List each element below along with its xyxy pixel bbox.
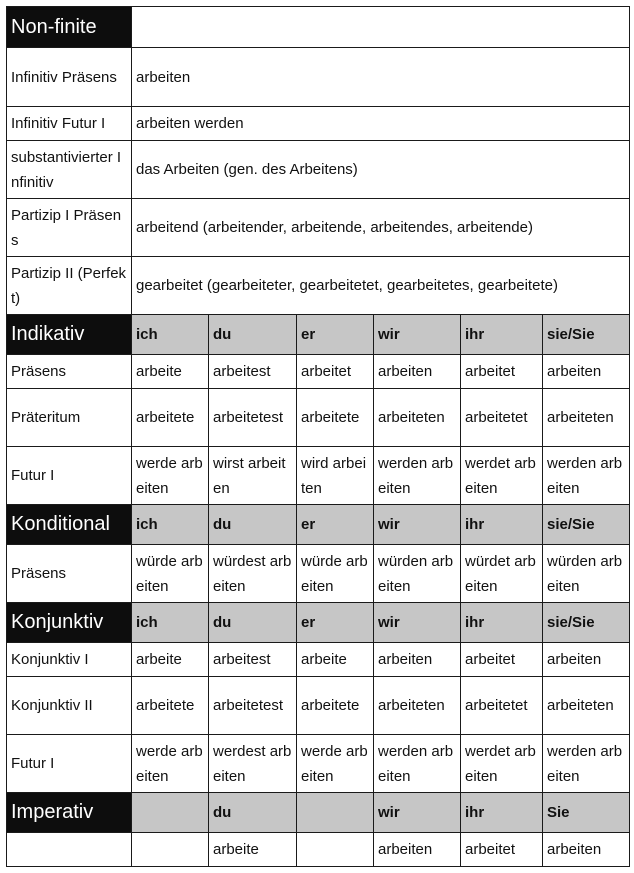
column-header: du	[209, 505, 297, 545]
table-cell: arbeite	[297, 643, 374, 677]
column-header: er	[297, 315, 374, 355]
section-title-indikativ: Indikativ	[7, 315, 132, 355]
table-row	[7, 107, 630, 141]
table-cell: werde arbeiten	[297, 735, 374, 793]
column-header: sie/Sie	[543, 505, 630, 545]
table-cell: werden arbeiten	[374, 735, 461, 793]
row-label-blank	[7, 833, 132, 867]
row-label: Präsens	[7, 545, 132, 603]
table-cell: arbeitetet	[461, 677, 543, 735]
table-cell: würde arbeiten	[297, 545, 374, 603]
table-cell: arbeite	[132, 355, 209, 389]
column-header: ich	[132, 505, 209, 545]
column-header-blank	[132, 793, 209, 833]
table-row	[7, 48, 630, 107]
row-label: Futur I	[7, 447, 132, 505]
column-header: er	[297, 505, 374, 545]
table-cell: würde arbeiten	[132, 545, 209, 603]
table-cell-blank	[297, 833, 374, 867]
table-cell: arbeiten	[543, 833, 630, 867]
row-label: Infinitiv Präsens	[7, 48, 132, 107]
row-label: Infinitiv Futur I	[7, 107, 132, 141]
table-cell: arbeitest	[209, 643, 297, 677]
row-value: das Arbeiten (gen. des Arbeitens)	[132, 141, 630, 199]
table-cell: arbeitet	[297, 355, 374, 389]
row-label: Konjunktiv I	[7, 643, 132, 677]
column-header: ihr	[461, 505, 543, 545]
table-cell: arbeitet	[461, 643, 543, 677]
table-cell: arbeiten	[374, 355, 461, 389]
column-header: wir	[374, 793, 461, 833]
table-cell: werden arbeiten	[374, 447, 461, 505]
table-cell: arbeiteten	[374, 677, 461, 735]
column-header: du	[209, 793, 297, 833]
table-row	[7, 389, 630, 447]
table-cell: würden arbeiten	[374, 545, 461, 603]
table-cell: würden arbeiten	[543, 545, 630, 603]
column-header: Sie	[543, 793, 630, 833]
column-header: wir	[374, 505, 461, 545]
table-cell: würdest arbeiten	[209, 545, 297, 603]
table-row	[7, 677, 630, 735]
column-header: ihr	[461, 603, 543, 643]
table-cell: arbeiten	[374, 643, 461, 677]
table-cell: arbeitete	[132, 389, 209, 447]
table-row	[7, 447, 630, 505]
table-cell: werdest arbeiten	[209, 735, 297, 793]
table-cell: arbeitete	[297, 389, 374, 447]
column-header: wir	[374, 603, 461, 643]
table-cell: arbeitete	[132, 677, 209, 735]
table-row	[7, 257, 630, 315]
column-header: ich	[132, 603, 209, 643]
row-value: arbeiten	[132, 48, 630, 107]
table-cell: arbeiteten	[374, 389, 461, 447]
row-label: Präsens	[7, 355, 132, 389]
column-header-blank	[297, 793, 374, 833]
table-cell: arbeiteten	[543, 389, 630, 447]
conjugation-table	[6, 6, 630, 867]
table-row	[7, 545, 630, 603]
table-cell: arbeitetet	[461, 389, 543, 447]
konjunktiv-header-row	[7, 603, 630, 643]
row-label: Partizip II (Perfekt)	[7, 257, 132, 315]
table-cell: werde arbeiten	[132, 735, 209, 793]
table-cell: arbeitest	[209, 355, 297, 389]
row-label: Partizip I Präsens	[7, 199, 132, 257]
imperativ-header-row	[7, 793, 630, 833]
table-cell: arbeite	[209, 833, 297, 867]
row-label: substantivierter Infinitiv	[7, 141, 132, 199]
section-title-konditional: Konditional	[7, 505, 132, 545]
section-title-nonfinite: Non-finite	[7, 7, 132, 48]
table-cell: wird arbeiten	[297, 447, 374, 505]
row-label: Präteritum	[7, 389, 132, 447]
table-cell: arbeitet	[461, 833, 543, 867]
column-header: ich	[132, 315, 209, 355]
table-cell: arbeiteten	[543, 677, 630, 735]
table-row	[7, 735, 630, 793]
column-header: sie/Sie	[543, 315, 630, 355]
table-cell: arbeite	[132, 643, 209, 677]
table-cell: arbeiten	[374, 833, 461, 867]
table-cell: wirst arbeiten	[209, 447, 297, 505]
table-row	[7, 141, 630, 199]
table-cell-blank	[132, 833, 209, 867]
row-label: Konjunktiv II	[7, 677, 132, 735]
nonfinite-header-blank	[132, 7, 630, 48]
table-cell: arbeitet	[461, 355, 543, 389]
table-cell: arbeitetest	[209, 389, 297, 447]
section-title-imperativ: Imperativ	[7, 793, 132, 833]
table-row	[7, 199, 630, 257]
table-cell: werden arbeiten	[543, 447, 630, 505]
column-header: wir	[374, 315, 461, 355]
table-cell: werden arbeiten	[543, 735, 630, 793]
column-header: ihr	[461, 315, 543, 355]
konditional-header-row	[7, 505, 630, 545]
column-header: du	[209, 315, 297, 355]
column-header: er	[297, 603, 374, 643]
indikativ-header-row	[7, 315, 630, 355]
table-cell: werdet arbeiten	[461, 735, 543, 793]
row-label: Futur I	[7, 735, 132, 793]
table-cell: arbeitetest	[209, 677, 297, 735]
table-cell: arbeiten	[543, 643, 630, 677]
table-row	[7, 833, 630, 867]
section-title-konjunktiv: Konjunktiv	[7, 603, 132, 643]
column-header: sie/Sie	[543, 603, 630, 643]
row-value: arbeiten werden	[132, 107, 630, 141]
table-cell: arbeiten	[543, 355, 630, 389]
row-value: gearbeitet (gearbeiteter, gearbeitetet, gearbeitetes, gearbeitete)	[132, 257, 630, 315]
row-value: arbeitend (arbeitender, arbeitende, arbeitendes, arbeitende)	[132, 199, 630, 257]
table-row	[7, 355, 630, 389]
table-cell: würdet arbeiten	[461, 545, 543, 603]
table-cell: werde arbeiten	[132, 447, 209, 505]
nonfinite-header-row	[7, 7, 630, 48]
table-row	[7, 643, 630, 677]
column-header: ihr	[461, 793, 543, 833]
column-header: du	[209, 603, 297, 643]
table-cell: arbeitete	[297, 677, 374, 735]
table-cell: werdet arbeiten	[461, 447, 543, 505]
